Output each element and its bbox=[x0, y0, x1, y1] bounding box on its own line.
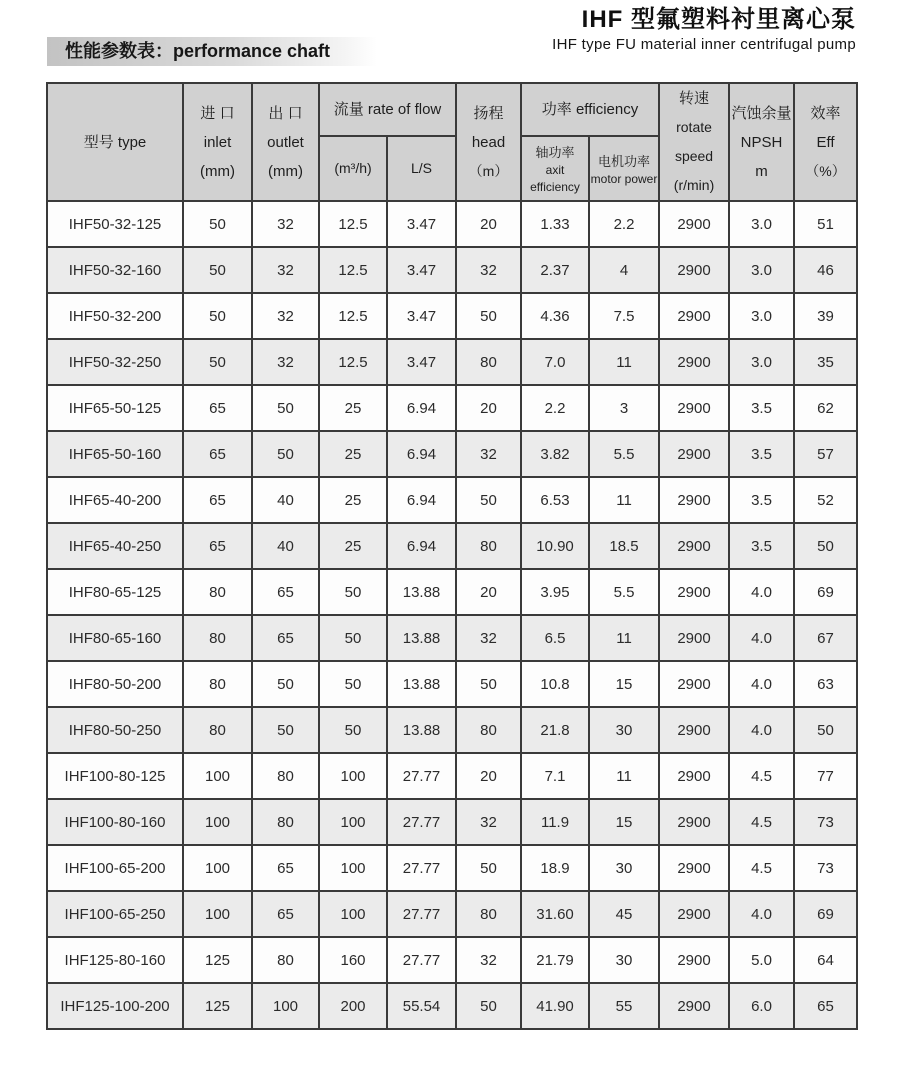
value-cell: 32 bbox=[456, 799, 521, 845]
value-cell: 4.0 bbox=[729, 891, 794, 937]
value-cell: 46 bbox=[794, 247, 857, 293]
value-cell: 50 bbox=[252, 385, 319, 431]
value-cell: 32 bbox=[456, 431, 521, 477]
value-cell: 50 bbox=[456, 983, 521, 1029]
value-cell: 45 bbox=[589, 891, 659, 937]
value-cell: 13.88 bbox=[387, 661, 456, 707]
table-row bbox=[47, 339, 857, 385]
model-cell: IHF100-80-160 bbox=[47, 799, 183, 845]
value-cell: 6.0 bbox=[729, 983, 794, 1029]
value-cell: 12.5 bbox=[319, 201, 387, 247]
value-cell: 4.0 bbox=[729, 707, 794, 753]
value-cell: 3.47 bbox=[387, 293, 456, 339]
table-row bbox=[47, 799, 857, 845]
value-cell: 20 bbox=[456, 753, 521, 799]
value-cell: 30 bbox=[589, 845, 659, 891]
value-cell: 13.88 bbox=[387, 615, 456, 661]
model-cell: IHF125-100-200 bbox=[47, 983, 183, 1029]
value-cell: 65 bbox=[252, 569, 319, 615]
value-cell: 35 bbox=[794, 339, 857, 385]
col-header-flow-group: 流量 rate of flow bbox=[319, 83, 456, 136]
value-cell: 11 bbox=[589, 615, 659, 661]
page-subtitle: IHF type FU material inner centrifugal pump bbox=[552, 36, 856, 53]
page-title-block bbox=[552, 6, 856, 55]
value-cell: 6.94 bbox=[387, 523, 456, 569]
value-cell: 80 bbox=[252, 753, 319, 799]
value-cell: 4.5 bbox=[729, 845, 794, 891]
value-cell: 50 bbox=[794, 523, 857, 569]
col-header-flow-ls: L/S bbox=[387, 136, 456, 201]
value-cell: 25 bbox=[319, 523, 387, 569]
value-cell: 13.88 bbox=[387, 569, 456, 615]
value-cell: 3.82 bbox=[521, 431, 589, 477]
table-row bbox=[47, 845, 857, 891]
value-cell: 4.5 bbox=[729, 753, 794, 799]
value-cell: 80 bbox=[183, 569, 252, 615]
value-cell: 15 bbox=[589, 661, 659, 707]
value-cell: 2900 bbox=[659, 523, 729, 569]
value-cell: 65 bbox=[252, 891, 319, 937]
value-cell: 57 bbox=[794, 431, 857, 477]
value-cell: 4.0 bbox=[729, 615, 794, 661]
value-cell: 18.5 bbox=[589, 523, 659, 569]
value-cell: 4.5 bbox=[729, 799, 794, 845]
model-cell: IHF80-50-200 bbox=[47, 661, 183, 707]
value-cell: 11 bbox=[589, 477, 659, 523]
value-cell: 27.77 bbox=[387, 845, 456, 891]
value-cell: 32 bbox=[456, 615, 521, 661]
value-cell: 40 bbox=[252, 477, 319, 523]
value-cell: 32 bbox=[252, 247, 319, 293]
table-row bbox=[47, 431, 857, 477]
value-cell: 11 bbox=[589, 339, 659, 385]
model-cell: IHF50-32-200 bbox=[47, 293, 183, 339]
value-cell: 32 bbox=[456, 247, 521, 293]
value-cell: 2.2 bbox=[589, 201, 659, 247]
value-cell: 100 bbox=[319, 753, 387, 799]
col-header-eff: 效率 Eff （%） bbox=[794, 83, 857, 201]
value-cell: 32 bbox=[252, 201, 319, 247]
value-cell: 5.0 bbox=[729, 937, 794, 983]
value-cell: 20 bbox=[456, 201, 521, 247]
col-header-npsh: 汽蚀余量 NPSH m bbox=[729, 83, 794, 201]
value-cell: 50 bbox=[183, 339, 252, 385]
value-cell: 3.47 bbox=[387, 247, 456, 293]
value-cell: 27.77 bbox=[387, 799, 456, 845]
model-cell: IHF65-40-200 bbox=[47, 477, 183, 523]
col-header-outlet: 出 口 outlet (mm) bbox=[252, 83, 319, 201]
value-cell: 2900 bbox=[659, 937, 729, 983]
value-cell: 2900 bbox=[659, 891, 729, 937]
value-cell: 2900 bbox=[659, 569, 729, 615]
value-cell: 25 bbox=[319, 431, 387, 477]
model-cell: IHF80-50-250 bbox=[47, 707, 183, 753]
table-row bbox=[47, 201, 857, 247]
col-header-speed: 转速 rotate speed (r/min) bbox=[659, 83, 729, 201]
value-cell: 11 bbox=[589, 753, 659, 799]
value-cell: 13.88 bbox=[387, 707, 456, 753]
value-cell: 80 bbox=[456, 891, 521, 937]
value-cell: 2900 bbox=[659, 431, 729, 477]
value-cell: 3.47 bbox=[387, 201, 456, 247]
value-cell: 4.36 bbox=[521, 293, 589, 339]
value-cell: 21.8 bbox=[521, 707, 589, 753]
table-row bbox=[47, 247, 857, 293]
value-cell: 2900 bbox=[659, 201, 729, 247]
value-cell: 77 bbox=[794, 753, 857, 799]
table-row bbox=[47, 293, 857, 339]
value-cell: 80 bbox=[456, 523, 521, 569]
value-cell: 100 bbox=[319, 891, 387, 937]
performance-table bbox=[46, 82, 858, 1030]
value-cell: 32 bbox=[456, 937, 521, 983]
value-cell: 80 bbox=[252, 799, 319, 845]
value-cell: 2900 bbox=[659, 615, 729, 661]
value-cell: 27.77 bbox=[387, 937, 456, 983]
value-cell: 30 bbox=[589, 707, 659, 753]
value-cell: 7.1 bbox=[521, 753, 589, 799]
value-cell: 200 bbox=[319, 983, 387, 1029]
value-cell: 12.5 bbox=[319, 247, 387, 293]
value-cell: 20 bbox=[456, 385, 521, 431]
value-cell: 80 bbox=[456, 339, 521, 385]
table-row bbox=[47, 661, 857, 707]
model-cell: IHF50-32-250 bbox=[47, 339, 183, 385]
table-row bbox=[47, 891, 857, 937]
value-cell: 69 bbox=[794, 891, 857, 937]
col-header-inlet: 进 口 inlet (mm) bbox=[183, 83, 252, 201]
value-cell: 2900 bbox=[659, 707, 729, 753]
value-cell: 100 bbox=[183, 891, 252, 937]
value-cell: 125 bbox=[183, 983, 252, 1029]
value-cell: 65 bbox=[794, 983, 857, 1029]
value-cell: 2900 bbox=[659, 661, 729, 707]
model-cell: IHF80-65-125 bbox=[47, 569, 183, 615]
value-cell: 52 bbox=[794, 477, 857, 523]
col-header-flow-m3h: (m³/h) bbox=[319, 136, 387, 201]
model-cell: IHF50-32-125 bbox=[47, 201, 183, 247]
value-cell: 50 bbox=[319, 707, 387, 753]
table-row bbox=[47, 937, 857, 983]
value-cell: 100 bbox=[183, 753, 252, 799]
value-cell: 65 bbox=[183, 477, 252, 523]
col-header-shaft-power: 轴功率 axit efficiency bbox=[521, 136, 589, 201]
value-cell: 100 bbox=[252, 983, 319, 1029]
value-cell: 100 bbox=[319, 845, 387, 891]
value-cell: 40 bbox=[252, 523, 319, 569]
model-cell: IHF65-50-125 bbox=[47, 385, 183, 431]
value-cell: 100 bbox=[183, 799, 252, 845]
value-cell: 80 bbox=[252, 937, 319, 983]
table-row bbox=[47, 753, 857, 799]
value-cell: 2900 bbox=[659, 845, 729, 891]
value-cell: 3.5 bbox=[729, 431, 794, 477]
value-cell: 50 bbox=[319, 569, 387, 615]
value-cell: 2900 bbox=[659, 983, 729, 1029]
value-cell: 3.0 bbox=[729, 201, 794, 247]
value-cell: 3 bbox=[589, 385, 659, 431]
value-cell: 50 bbox=[252, 431, 319, 477]
value-cell: 41.90 bbox=[521, 983, 589, 1029]
value-cell: 51 bbox=[794, 201, 857, 247]
value-cell: 25 bbox=[319, 477, 387, 523]
value-cell: 125 bbox=[183, 937, 252, 983]
value-cell: 15 bbox=[589, 799, 659, 845]
value-cell: 3.47 bbox=[387, 339, 456, 385]
value-cell: 100 bbox=[319, 799, 387, 845]
value-cell: 50 bbox=[183, 293, 252, 339]
model-cell: IHF125-80-160 bbox=[47, 937, 183, 983]
value-cell: 2900 bbox=[659, 385, 729, 431]
value-cell: 32 bbox=[252, 293, 319, 339]
value-cell: 80 bbox=[456, 707, 521, 753]
value-cell: 65 bbox=[183, 385, 252, 431]
table-row bbox=[47, 707, 857, 753]
value-cell: 50 bbox=[319, 661, 387, 707]
value-cell: 64 bbox=[794, 937, 857, 983]
value-cell: 3.0 bbox=[729, 247, 794, 293]
value-cell: 160 bbox=[319, 937, 387, 983]
value-cell: 100 bbox=[183, 845, 252, 891]
value-cell: 63 bbox=[794, 661, 857, 707]
value-cell: 55.54 bbox=[387, 983, 456, 1029]
table-row bbox=[47, 477, 857, 523]
value-cell: 50 bbox=[456, 661, 521, 707]
value-cell: 2.37 bbox=[521, 247, 589, 293]
value-cell: 25 bbox=[319, 385, 387, 431]
value-cell: 50 bbox=[252, 661, 319, 707]
value-cell: 4.0 bbox=[729, 569, 794, 615]
value-cell: 2900 bbox=[659, 753, 729, 799]
value-cell: 50 bbox=[456, 477, 521, 523]
table-row bbox=[47, 569, 857, 615]
value-cell: 32 bbox=[252, 339, 319, 385]
value-cell: 80 bbox=[183, 661, 252, 707]
value-cell: 80 bbox=[183, 707, 252, 753]
model-cell: IHF100-65-250 bbox=[47, 891, 183, 937]
value-cell: 27.77 bbox=[387, 753, 456, 799]
value-cell: 6.94 bbox=[387, 431, 456, 477]
table-header bbox=[47, 83, 857, 201]
col-header-motor-power: 电机功率 motor power bbox=[589, 136, 659, 201]
value-cell: 3.95 bbox=[521, 569, 589, 615]
value-cell: 6.5 bbox=[521, 615, 589, 661]
value-cell: 73 bbox=[794, 799, 857, 845]
model-cell: IHF80-65-160 bbox=[47, 615, 183, 661]
value-cell: 10.8 bbox=[521, 661, 589, 707]
value-cell: 27.77 bbox=[387, 891, 456, 937]
table-row bbox=[47, 983, 857, 1029]
value-cell: 80 bbox=[183, 615, 252, 661]
value-cell: 62 bbox=[794, 385, 857, 431]
value-cell: 65 bbox=[183, 523, 252, 569]
value-cell: 20 bbox=[456, 569, 521, 615]
value-cell: 65 bbox=[252, 615, 319, 661]
value-cell: 65 bbox=[183, 431, 252, 477]
value-cell: 12.5 bbox=[319, 339, 387, 385]
value-cell: 18.9 bbox=[521, 845, 589, 891]
value-cell: 67 bbox=[794, 615, 857, 661]
section-label: 性能参数表：performance chaft bbox=[47, 37, 377, 66]
model-cell: IHF65-40-250 bbox=[47, 523, 183, 569]
model-cell: IHF50-32-160 bbox=[47, 247, 183, 293]
value-cell: 39 bbox=[794, 293, 857, 339]
value-cell: 1.33 bbox=[521, 201, 589, 247]
value-cell: 69 bbox=[794, 569, 857, 615]
value-cell: 2.2 bbox=[521, 385, 589, 431]
value-cell: 50 bbox=[183, 247, 252, 293]
value-cell: 3.0 bbox=[729, 339, 794, 385]
value-cell: 3.0 bbox=[729, 293, 794, 339]
table-body bbox=[47, 201, 857, 1029]
value-cell: 55 bbox=[589, 983, 659, 1029]
value-cell: 3.5 bbox=[729, 477, 794, 523]
value-cell: 50 bbox=[319, 615, 387, 661]
model-cell: IHF100-80-125 bbox=[47, 753, 183, 799]
value-cell: 3.5 bbox=[729, 523, 794, 569]
value-cell: 2900 bbox=[659, 799, 729, 845]
performance-table-wrap bbox=[46, 82, 858, 1030]
value-cell: 6.94 bbox=[387, 385, 456, 431]
model-cell: IHF65-50-160 bbox=[47, 431, 183, 477]
value-cell: 50 bbox=[183, 201, 252, 247]
table-row bbox=[47, 385, 857, 431]
value-cell: 12.5 bbox=[319, 293, 387, 339]
value-cell: 5.5 bbox=[589, 431, 659, 477]
value-cell: 2900 bbox=[659, 477, 729, 523]
value-cell: 6.53 bbox=[521, 477, 589, 523]
col-header-type: 型号 type bbox=[47, 83, 183, 201]
value-cell: 11.9 bbox=[521, 799, 589, 845]
value-cell: 7.5 bbox=[589, 293, 659, 339]
model-cell: IHF100-65-200 bbox=[47, 845, 183, 891]
value-cell: 2900 bbox=[659, 339, 729, 385]
table-row bbox=[47, 523, 857, 569]
value-cell: 50 bbox=[794, 707, 857, 753]
value-cell: 6.94 bbox=[387, 477, 456, 523]
value-cell: 50 bbox=[456, 293, 521, 339]
value-cell: 7.0 bbox=[521, 339, 589, 385]
value-cell: 3.5 bbox=[729, 385, 794, 431]
value-cell: 21.79 bbox=[521, 937, 589, 983]
value-cell: 2900 bbox=[659, 247, 729, 293]
value-cell: 65 bbox=[252, 845, 319, 891]
page-title: IHF 型氟塑料衬里离心泵 bbox=[581, 6, 856, 33]
value-cell: 2900 bbox=[659, 293, 729, 339]
value-cell: 50 bbox=[456, 845, 521, 891]
value-cell: 4.0 bbox=[729, 661, 794, 707]
col-header-head: 扬程 head （m） bbox=[456, 83, 521, 201]
value-cell: 30 bbox=[589, 937, 659, 983]
value-cell: 10.90 bbox=[521, 523, 589, 569]
value-cell: 4 bbox=[589, 247, 659, 293]
table-row bbox=[47, 615, 857, 661]
value-cell: 31.60 bbox=[521, 891, 589, 937]
value-cell: 50 bbox=[252, 707, 319, 753]
value-cell: 5.5 bbox=[589, 569, 659, 615]
col-header-power-group: 功率 efficiency bbox=[521, 83, 659, 136]
value-cell: 73 bbox=[794, 845, 857, 891]
